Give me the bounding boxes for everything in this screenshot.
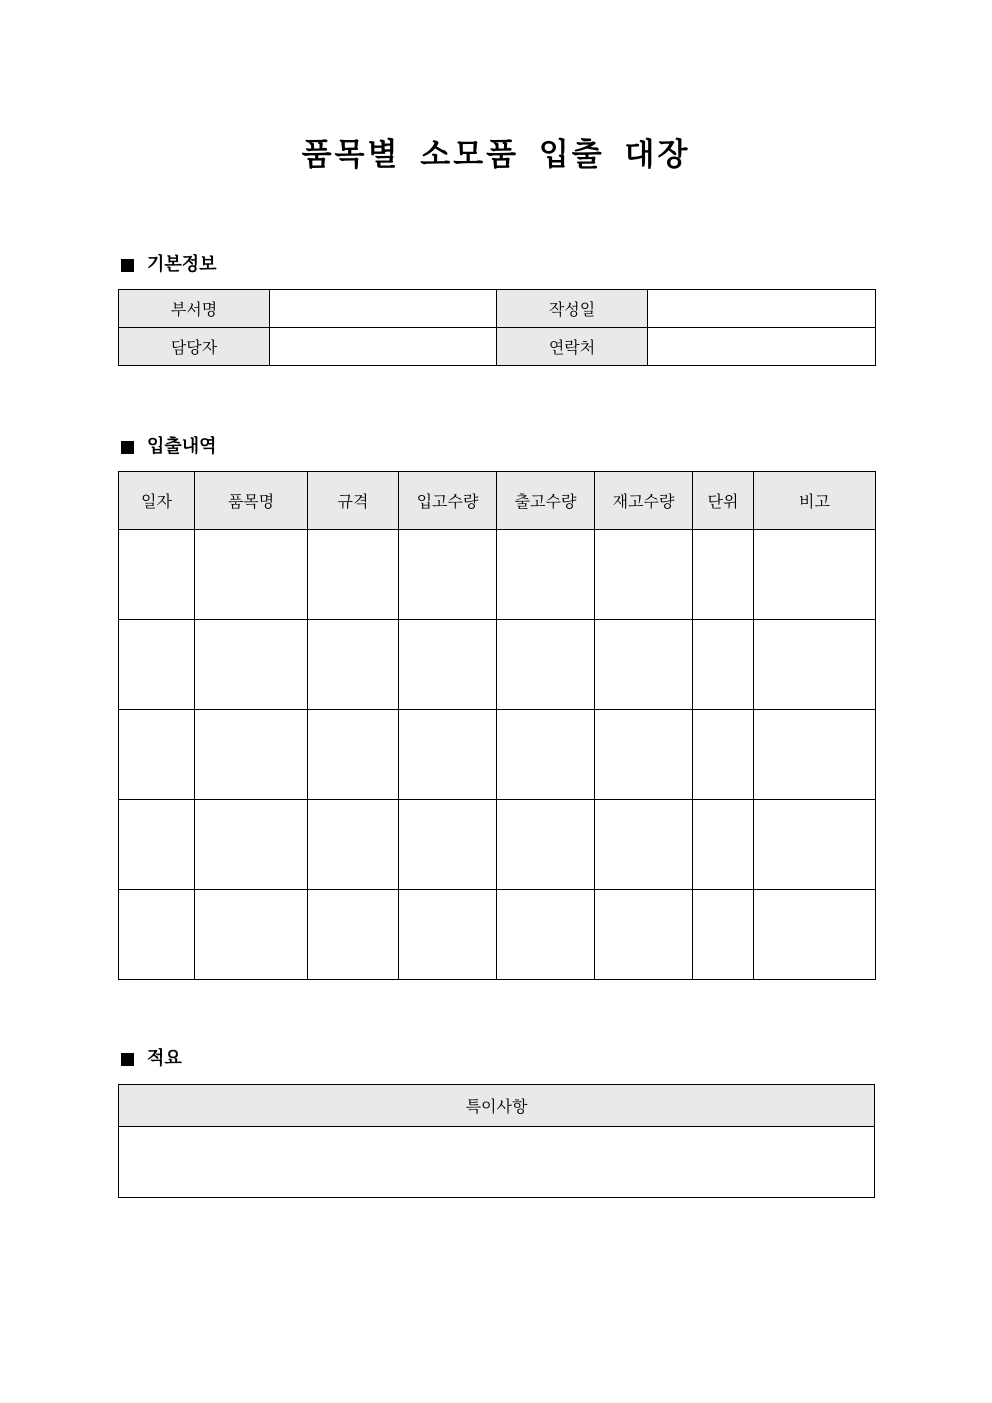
square-bullet-icon xyxy=(121,1053,134,1066)
table-cell[interactable] xyxy=(195,800,308,890)
table-cell[interactable] xyxy=(595,890,693,980)
table-cell[interactable] xyxy=(497,530,595,620)
table-cell[interactable] xyxy=(195,890,308,980)
table-cell[interactable] xyxy=(308,530,399,620)
date-written-field[interactable] xyxy=(648,290,876,328)
table-cell[interactable] xyxy=(119,800,195,890)
table-header-row xyxy=(119,1085,875,1127)
table-cell[interactable] xyxy=(693,530,754,620)
table-cell[interactable] xyxy=(195,710,308,800)
table-row xyxy=(119,1127,875,1198)
table-cell[interactable] xyxy=(693,710,754,800)
department-field[interactable] xyxy=(270,290,497,328)
table-cell[interactable] xyxy=(693,890,754,980)
table-cell[interactable] xyxy=(308,890,399,980)
table-cell[interactable] xyxy=(595,530,693,620)
column-header-remarks: 비고 xyxy=(754,472,876,530)
section-heading-label: 입출내역 xyxy=(147,436,217,457)
table-cell[interactable] xyxy=(399,890,497,980)
section-heading-basic-info xyxy=(119,253,217,277)
table-header-row xyxy=(119,472,876,530)
table-row xyxy=(119,328,876,366)
table-cell[interactable] xyxy=(399,710,497,800)
table-cell[interactable] xyxy=(595,710,693,800)
contact-field[interactable] xyxy=(648,328,876,366)
table-cell[interactable] xyxy=(754,890,876,980)
table-cell[interactable] xyxy=(195,530,308,620)
square-bullet-icon xyxy=(121,259,134,272)
table-cell[interactable] xyxy=(119,890,195,980)
column-header-in-qty: 입고수량 xyxy=(399,472,497,530)
table-cell[interactable] xyxy=(595,800,693,890)
square-bullet-icon xyxy=(121,441,134,454)
table-row xyxy=(119,800,876,890)
section-heading-summary xyxy=(119,1047,182,1071)
document-title: 품목별 소모품 입출 대장 xyxy=(301,137,691,173)
column-header-out-qty: 출고수량 xyxy=(497,472,595,530)
table-cell[interactable] xyxy=(119,530,195,620)
summary-table xyxy=(118,1084,875,1198)
table-cell[interactable] xyxy=(399,620,497,710)
table-cell[interactable] xyxy=(693,620,754,710)
table-row xyxy=(119,890,876,980)
table-cell[interactable] xyxy=(399,530,497,620)
contact-label: 연락처 xyxy=(497,328,648,366)
special-notes-field[interactable] xyxy=(119,1127,875,1198)
table-cell[interactable] xyxy=(497,890,595,980)
manager-label: 담당자 xyxy=(119,328,270,366)
column-header-spec: 규격 xyxy=(308,472,399,530)
column-header-date: 일자 xyxy=(119,472,195,530)
basic-info-table xyxy=(118,289,876,366)
table-cell[interactable] xyxy=(754,620,876,710)
date-written-label: 작성일 xyxy=(497,290,648,328)
table-cell[interactable] xyxy=(754,800,876,890)
table-cell[interactable] xyxy=(497,800,595,890)
section-heading-label: 적요 xyxy=(147,1048,182,1069)
table-cell[interactable] xyxy=(497,710,595,800)
table-cell[interactable] xyxy=(399,800,497,890)
section-heading-ledger xyxy=(119,435,217,459)
table-cell[interactable] xyxy=(195,620,308,710)
section-heading-label: 기본정보 xyxy=(147,254,217,275)
column-header-special-notes: 특이사항 xyxy=(119,1085,875,1127)
table-cell[interactable] xyxy=(308,710,399,800)
manager-field[interactable] xyxy=(270,328,497,366)
table-row xyxy=(119,620,876,710)
table-row xyxy=(119,290,876,328)
table-row xyxy=(119,710,876,800)
table-cell[interactable] xyxy=(119,710,195,800)
table-cell[interactable] xyxy=(119,620,195,710)
ledger-table xyxy=(118,471,876,980)
department-label: 부서명 xyxy=(119,290,270,328)
table-cell[interactable] xyxy=(693,800,754,890)
table-cell[interactable] xyxy=(308,620,399,710)
table-cell[interactable] xyxy=(754,530,876,620)
column-header-unit: 단위 xyxy=(693,472,754,530)
table-cell[interactable] xyxy=(595,620,693,710)
table-cell[interactable] xyxy=(754,710,876,800)
table-cell[interactable] xyxy=(308,800,399,890)
table-row xyxy=(119,530,876,620)
column-header-stock-qty: 재고수량 xyxy=(595,472,693,530)
table-cell[interactable] xyxy=(497,620,595,710)
column-header-item-name: 품목명 xyxy=(195,472,308,530)
